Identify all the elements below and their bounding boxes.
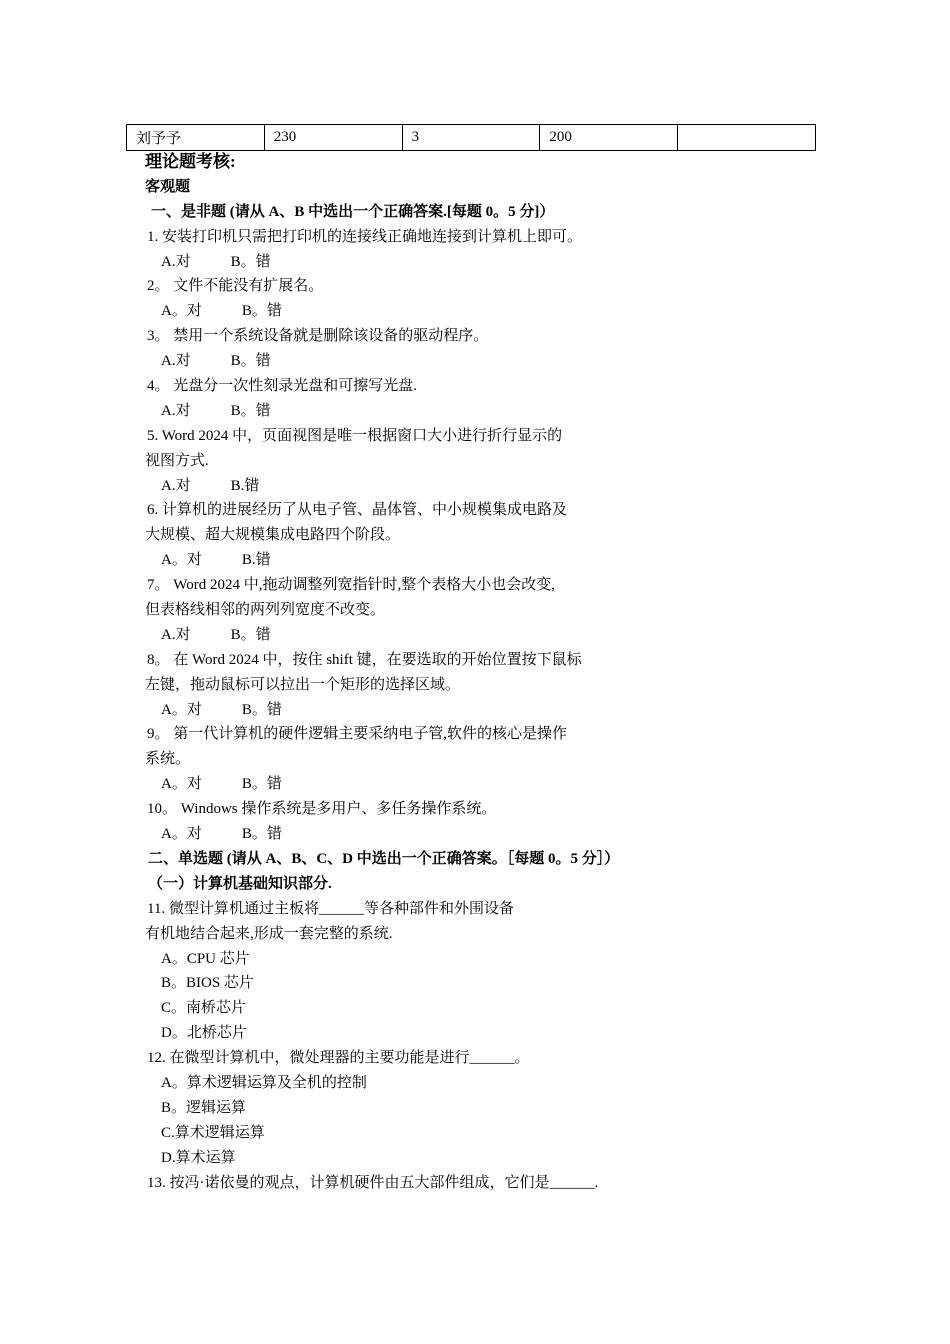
question-6-cont: 大规模、超大规模集成电路四个阶段。 <box>145 527 401 544</box>
question-3: 3。 禁用一个系统设备就是删除该设备的驱动程序。 <box>147 328 489 345</box>
answer-options <box>145 250 845 275</box>
answer-options <box>145 698 845 723</box>
option-c: C。南桥芯片 <box>161 1000 247 1017</box>
answer-options <box>145 822 845 847</box>
question-13: 13. 按冯·诺依曼的观点，计算机硬件由五大部件组成，它们是______. <box>147 1174 599 1191</box>
option-a: A。对 <box>161 826 202 843</box>
option-a: A.对 <box>161 477 191 494</box>
answer-options <box>145 399 845 424</box>
option-d: D。北桥芯片 <box>161 1025 247 1042</box>
option-b: B。BIOS 芯片 <box>161 975 254 992</box>
option-b: B.错 <box>230 477 260 494</box>
option-b: B。错 <box>241 303 282 320</box>
question-12: 12. 在微型计算机中，微处理器的主要功能是进行______。 <box>147 1050 530 1067</box>
question-9: 9。 第一代计算机的硬件逻辑主要采纳电子管,软件的核心是操作 <box>147 726 568 743</box>
question-7-cont: 但表格线相邻的两列列宽度不改变。 <box>145 602 386 619</box>
table-cell-count: 3 <box>402 125 540 151</box>
option-b: B.错 <box>241 552 271 569</box>
option-a: A.对 <box>161 626 191 643</box>
answer-options <box>145 349 845 374</box>
option-a: A。对 <box>161 701 202 718</box>
question-8-cont: 左键，拖动鼠标可以拉出一个矩形的选择区域。 <box>145 676 461 693</box>
option-d: D.算术运算 <box>161 1149 236 1166</box>
document-body <box>145 150 845 1195</box>
table-cell-empty <box>678 125 816 151</box>
question-2: 2。 文件不能没有扩展名。 <box>147 278 324 295</box>
table-row <box>127 125 816 151</box>
table-cell-name: 刘予予 <box>127 125 265 151</box>
answer-options <box>145 548 845 573</box>
option-a: A。算术逻辑运算及全机的控制 <box>161 1074 367 1091</box>
option-b: B。错 <box>230 253 271 270</box>
option-a: A。对 <box>161 303 202 320</box>
question-9-cont: 系统。 <box>145 751 191 768</box>
question-10: 10。 Windows 操作系统是多用户、多任务操作系统。 <box>147 801 497 818</box>
option-b: B。错 <box>241 826 282 843</box>
question-1: 1. 安装打印机只需把打印机的连接线正确地连接到计算机上即可。 <box>147 228 583 245</box>
option-c: C.算术逻辑运算 <box>161 1124 265 1141</box>
section-title-true-false: 一、是非题 (请从 A、B 中选出一个正确答案.[每题 0。5 分]） <box>151 203 555 220</box>
option-b: B。错 <box>230 353 271 370</box>
option-b: B。错 <box>241 776 282 793</box>
option-b: B。逻辑运算 <box>161 1099 247 1116</box>
option-b: B。错 <box>230 402 271 419</box>
option-a: A.对 <box>161 402 191 419</box>
question-4: 4。 光盘分一次性刻录光盘和可擦写光盘. <box>147 378 418 395</box>
option-b: B。错 <box>230 626 271 643</box>
question-8: 8。 在 Word 2024 中，按住 shift 键，在要选取的开始位置按下鼠标 <box>147 651 582 668</box>
table-cell-score: 230 <box>264 125 402 151</box>
question-5: 5. Word 2024 中，页面视图是唯一根据窗口大小进行折行显示的 <box>147 427 563 444</box>
question-11-cont: 有机地结合起来,形成一套完整的系统. <box>145 925 393 942</box>
option-a: A。对 <box>161 552 202 569</box>
section-subtitle: （一）计算机基础知识部分. <box>148 875 332 892</box>
section-title-single-choice: 二、单选题 (请从 A、B、C、D 中选出一个正确答案。［每题 0。5 分］） <box>148 850 620 867</box>
option-b: B。错 <box>241 701 282 718</box>
option-a: A.对 <box>161 353 191 370</box>
subheading: 客观题 <box>145 178 191 195</box>
score-table <box>126 124 816 151</box>
table-cell-total: 200 <box>540 125 678 151</box>
answer-options <box>145 772 845 797</box>
question-11: 11. 微型计算机通过主板将______等各种部件和外围设备 <box>147 900 514 917</box>
option-a: A.对 <box>161 253 191 270</box>
option-a: A。CPU 芯片 <box>161 950 250 967</box>
answer-options <box>145 623 845 648</box>
answer-options <box>145 474 845 499</box>
question-5-cont: 视图方式. <box>145 452 209 469</box>
option-a: A。对 <box>161 776 202 793</box>
answer-options <box>145 299 845 324</box>
page-heading: 理论题考核: <box>145 152 236 171</box>
question-7: 7。 Word 2024 中,拖动调整列宽指针时,整个表格大小也会改变, <box>147 577 555 594</box>
question-6: 6. 计算机的进展经历了从电子管、晶体管、中小规模集成电路及 <box>147 502 568 519</box>
